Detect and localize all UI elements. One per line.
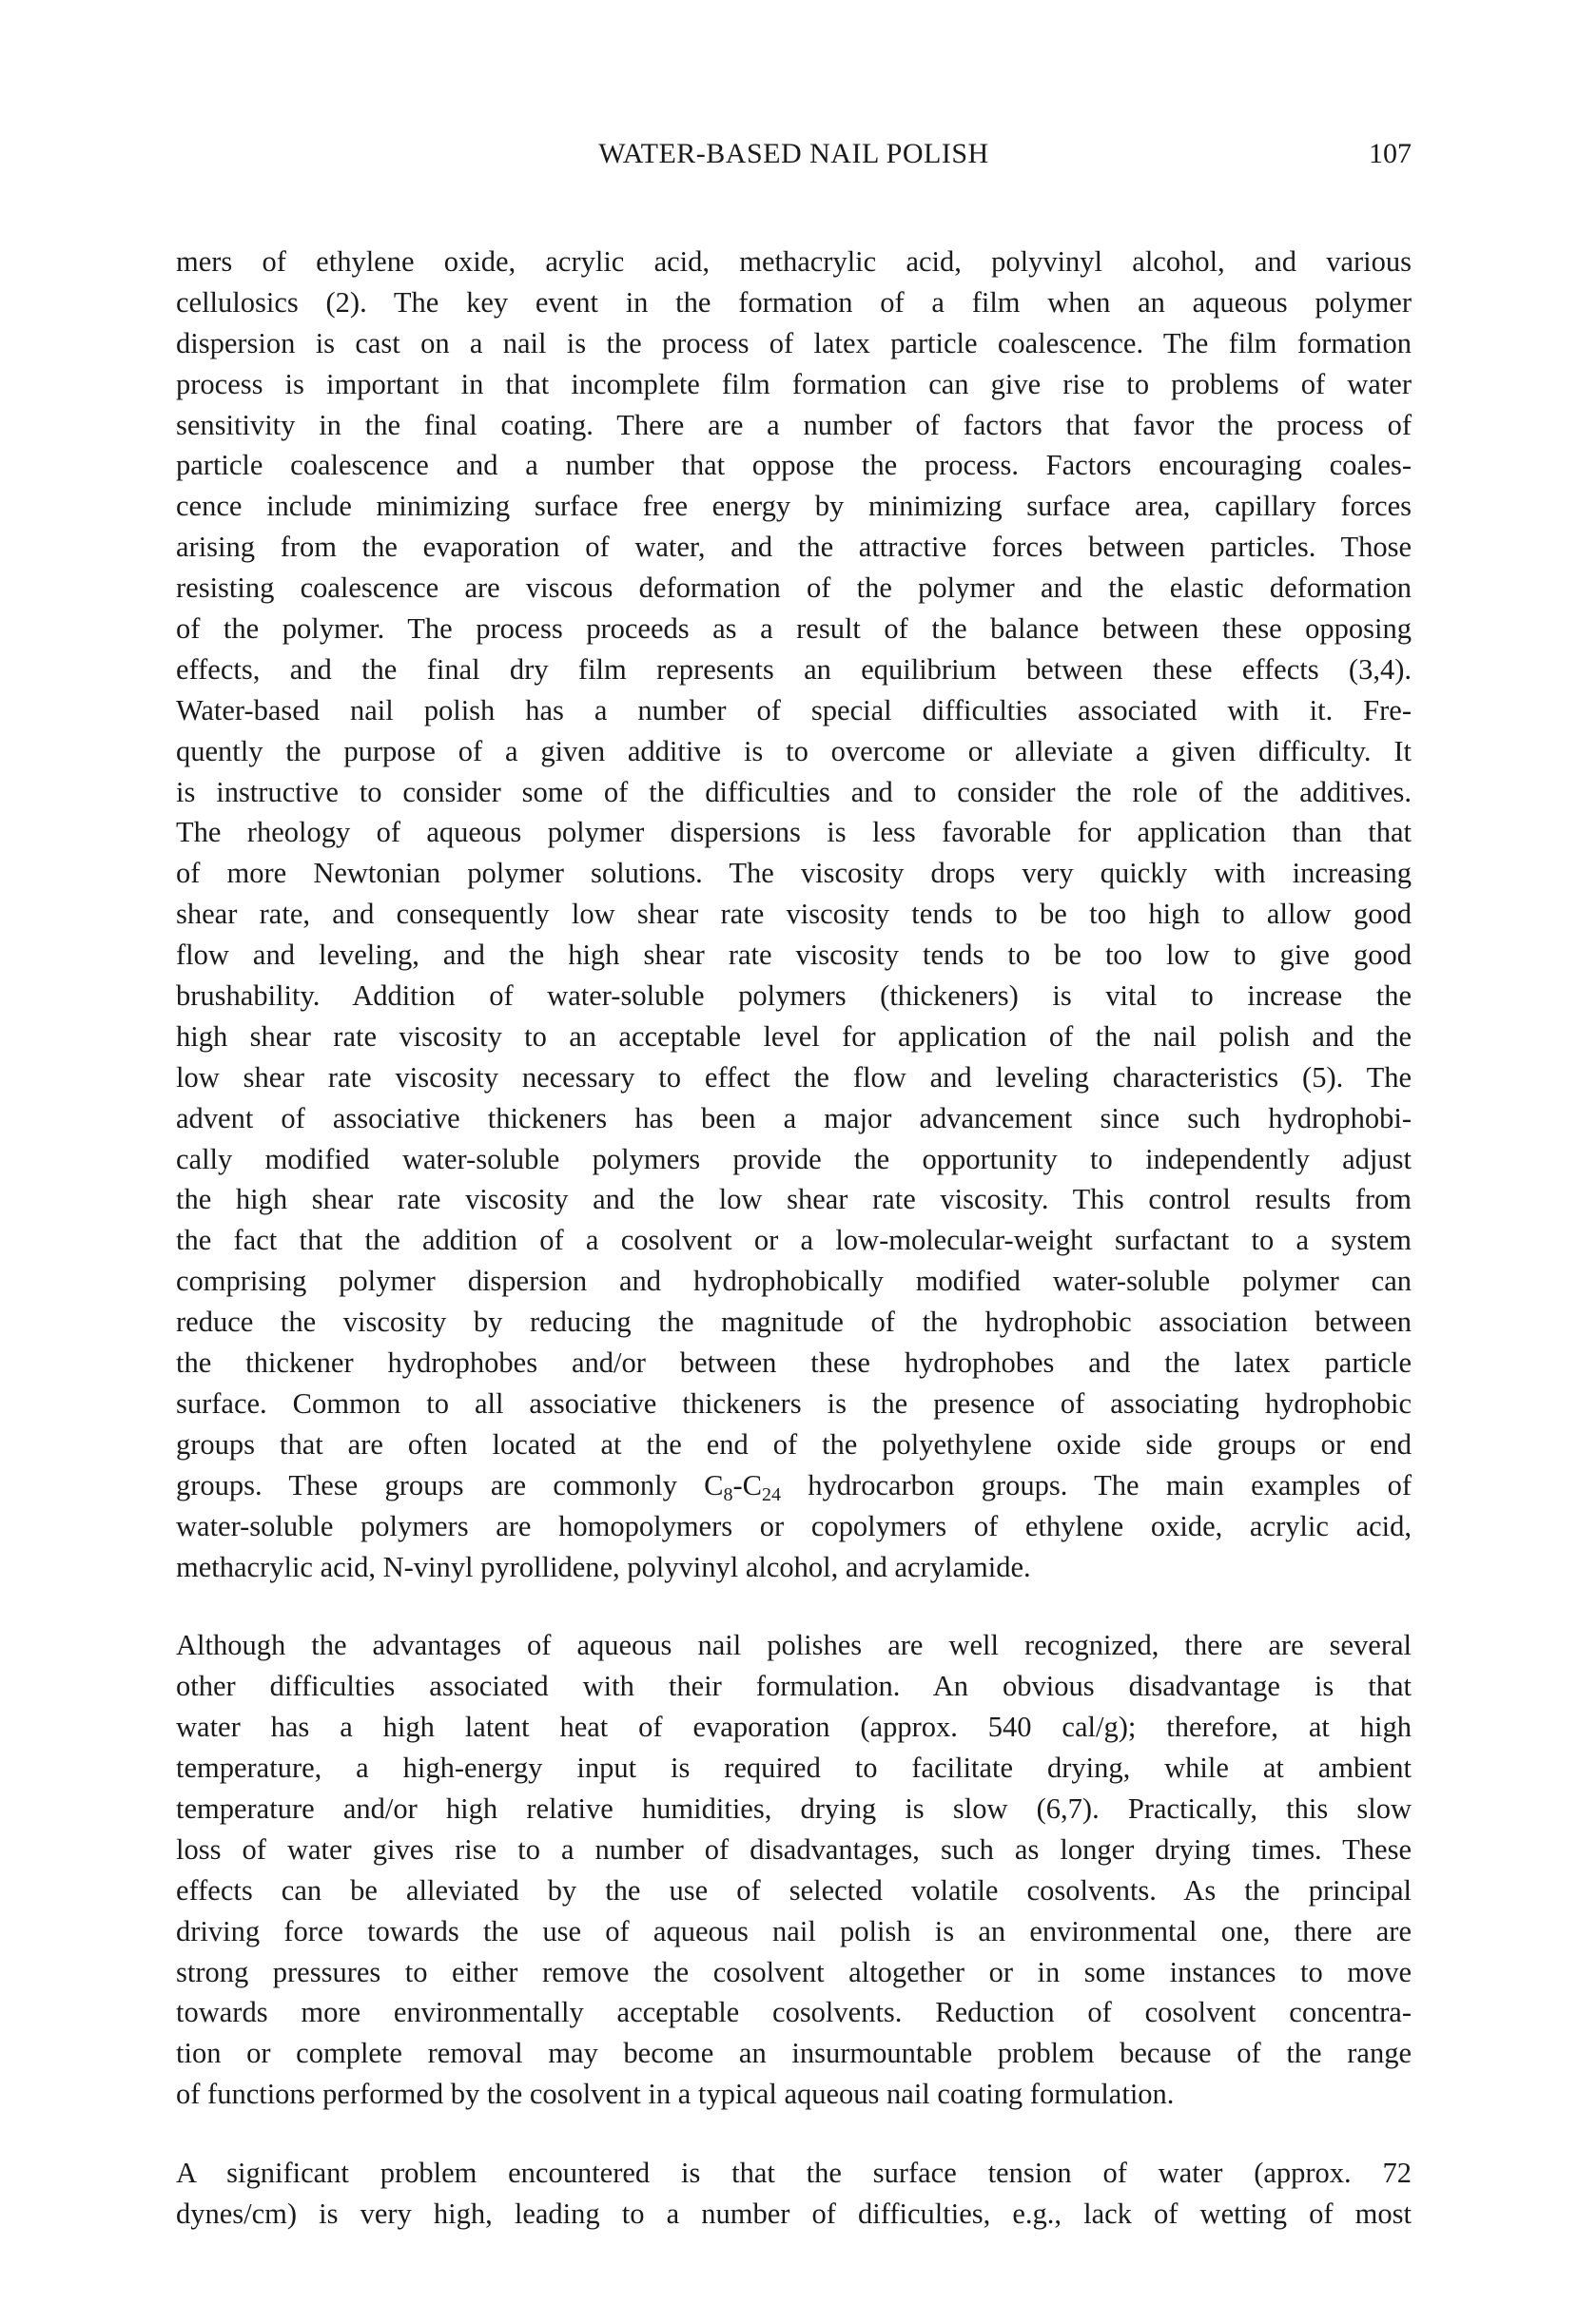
text-line: the fact that the addition of a cosolvent or a low-molecular-weight surfactant to a system bbox=[176, 1224, 1412, 1257]
text-line: quently the purpose of a given additive is to overcome or alleviate a given difficulty. It bbox=[176, 734, 1412, 767]
text-line: is instructive to consider some of the difficulties and to consider the role of the additives. bbox=[176, 775, 1412, 808]
text-line: surface. Common to all associative thickeners is the presence of associating hydrophobic bbox=[176, 1386, 1412, 1420]
paragraph bbox=[176, 1625, 1412, 2115]
text-line: strong pressures to either remove the cosolvent altogether or in some instances to move bbox=[176, 1955, 1412, 1988]
text-line: The rheology of aqueous polymer dispersions is less favorable for application than that bbox=[176, 816, 1412, 849]
text-line: reduce the viscosity by reducing the magnitude of the hydrophobic association between bbox=[176, 1306, 1412, 1339]
text-line: temperature, a high-energy input is required to facilitate drying, while at ambient bbox=[176, 1752, 1412, 1785]
text-line: cence include minimizing surface free energy by minimizing surface area, capillary forces bbox=[176, 490, 1412, 523]
text-line: cally modified water-soluble polymers provide the opportunity to independently adjust bbox=[176, 1142, 1412, 1175]
text-line: tion or complete removal may become an insurmountable problem because of the range bbox=[176, 2037, 1412, 2070]
text-line: effects can be alleviated by the use of selected volatile cosolvents. As the principal bbox=[176, 1873, 1412, 1907]
text-line: particle coalescence and a number that oppose the process. Factors encouraging coales- bbox=[176, 449, 1412, 482]
text-line: shear rate, and consequently low shear rate viscosity tends to be too high to allow good bbox=[176, 898, 1412, 931]
text-line: loss of water gives rise to a number of disadvantages, such as longer drying times. These bbox=[176, 1832, 1412, 1866]
text-line: of the polymer. The process proceeds as a result of the balance between these opposing bbox=[176, 612, 1412, 646]
text-line: low shear rate viscosity necessary to effect the flow and leveling characteristics (5). The bbox=[176, 1060, 1412, 1094]
text-line: temperature and/or high relative humidities, drying is slow (6,7). Practically, this slow bbox=[176, 1791, 1412, 1825]
page-number: 107 bbox=[1369, 138, 1412, 169]
text-line: arising from the evaporation of water, and the attractive forces between particles. Those bbox=[176, 531, 1412, 564]
text-segment: hydrocarbon groups. The main examples of bbox=[780, 1468, 1412, 1501]
text-line: advent of associative thickeners has been a major advancement since such hydrophobi- bbox=[176, 1101, 1412, 1134]
text-line: methacrylic acid, N-vinyl pyrollidene, polyvinyl alcohol, and acrylamide. bbox=[176, 1550, 1031, 1583]
text-line: resisting coalescence are viscous deformation of the polymer and the elastic deformation bbox=[176, 571, 1412, 605]
subscript: 8 bbox=[723, 1483, 733, 1505]
running-title: WATER-BASED NAIL POLISH bbox=[598, 138, 989, 169]
text-line: dispersion is cast on a nail is the process of latex particle coalescence. The film formation bbox=[176, 326, 1412, 359]
text-segment: -C bbox=[732, 1468, 762, 1501]
paragraph bbox=[176, 2153, 1412, 2235]
text-line: cellulosics (2). The key event in the formation of a film when an aqueous polymer bbox=[176, 285, 1412, 319]
text-line: flow and leveling, and the high shear rate viscosity tends to be too low to give good bbox=[176, 939, 1412, 972]
text-line: high shear rate viscosity to an acceptable level for application of the nail polish and the bbox=[176, 1019, 1412, 1053]
text-line: A significant problem encountered is that the surface tension of water (approx. 72 bbox=[176, 2157, 1412, 2190]
text-line: Water-based nail polish has a number of special difficulties associated with it. Fre- bbox=[176, 693, 1412, 726]
running-header bbox=[176, 133, 1412, 175]
text-line: other difficulties associated with their formulation. An obvious disadvantage is that bbox=[176, 1670, 1412, 1703]
text-line: sensitivity in the final coating. There are a number of factors that favor the process of bbox=[176, 408, 1412, 441]
text-line: the high shear rate viscosity and the low shear rate viscosity. This control results from bbox=[176, 1183, 1412, 1216]
body-text bbox=[176, 242, 1412, 2273]
text-line: of functions performed by the cosolvent in a typical aqueous nail coating formulation. bbox=[176, 2078, 1175, 2111]
text-line: Although the advantages of aqueous nail polishes are well recognized, there are several bbox=[176, 1629, 1412, 1662]
text-line: dynes/cm) is very high, leading to a number of difficulties, e.g., lack of wetting of most bbox=[176, 2197, 1412, 2230]
text-segment: groups. These groups are commonly C bbox=[176, 1468, 724, 1501]
text-line: process is important in that incomplete film formation can give rise to problems of water bbox=[176, 367, 1412, 400]
text-line: mers of ethylene oxide, acrylic acid, methacrylic acid, polyvinyl alcohol, and various bbox=[176, 245, 1412, 278]
paragraph bbox=[176, 242, 1412, 1587]
text-line: water has a high latent heat of evaporation (approx. 540 cal/g); therefore, at high bbox=[176, 1711, 1412, 1744]
text-line: water-soluble polymers are homopolymers or copolymers of ethylene oxide, acrylic acid, bbox=[176, 1509, 1412, 1542]
text-line bbox=[176, 1465, 1412, 1506]
text-line: driving force towards the use of aqueous nail polish is an environmental one, there are bbox=[176, 1914, 1412, 1947]
text-line: groups that are often located at the end of the polyethylene oxide side groups or end bbox=[176, 1427, 1412, 1461]
subscript: 24 bbox=[761, 1483, 781, 1505]
text-line: the thickener hydrophobes and/or between these hydrophobes and the latex particle bbox=[176, 1346, 1412, 1380]
text-line: effects, and the final dry film represents an equilibrium between these effects (3,4). bbox=[176, 652, 1412, 686]
text-line: comprising polymer dispersion and hydrophobically modified water-soluble polymer can bbox=[176, 1265, 1412, 1298]
text-line: towards more environmentally acceptable cosolvents. Reduction of cosolvent concentra- bbox=[176, 1996, 1412, 2029]
text-line: of more Newtonian polymer solutions. The viscosity drops very quickly with increasing bbox=[176, 857, 1412, 890]
text-line: brushability. Addition of water-soluble polymers (thickeners) is vital to increase the bbox=[176, 979, 1412, 1013]
